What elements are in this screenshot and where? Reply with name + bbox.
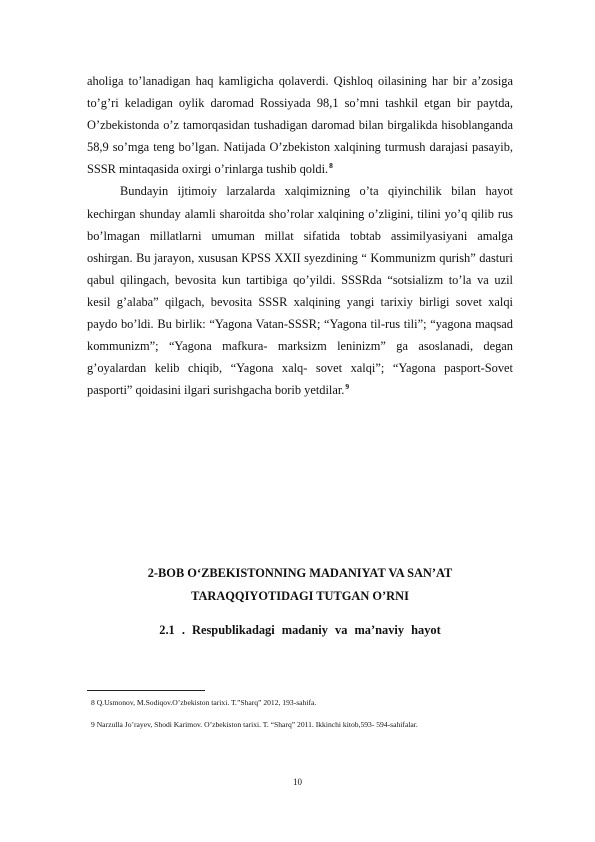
chapter-title-line-1: 2-BOB O‘ZBEKISTONNING MADANIYAT VA SAN’AT <box>147 566 453 580</box>
page-number: 10 <box>293 777 302 787</box>
paragraph-1-text: aholiga to’lanadigan haq kamligicha qolaverdi. Qishloq oilasining har bir a’zosiga to’g’ri keladigan oylik daromad Rossiyada 98,1 so’mni tashkil etgan bir paytda, O’zbekistonda o’z tamorqasidan tushadigan daromad bilan birgalikda hisoblanganda 58,9 so’mga teng bo’lgan. Natijada O’zbekiston xalqining turmush darajasi pasayib, SSSR mintaqasida oxirgi o’rinlarga tushib qoldi. <box>87 74 513 177</box>
paragraph-2 <box>87 180 513 401</box>
footnote-9: 9 Narzulla Jo’rayev, Shodi Karimov. O’zbekiston tarixi. T. “Sharq” 2011. Ikkinchi kitob,593- 594-sahifalar. <box>91 720 418 729</box>
footnote-8: 8 Q.Usmonov, M.Sodiqov.O’zbekiston tarixi. T.”Sharq” 2012, 193-sahifa. <box>91 698 317 707</box>
paragraph-2-text: Bundayin ijtimoiy larzalarda xalqimizning o’ta qiyinchilik bilan hayot kechirgan shunday alamli sharoitda sho’rolar xalqining o’zligini, tilini yo’q qilib rus bo’lmagan millatlarni umuman millat sifatida tobtab assimilyasiyani amalga oshirgan. Bu jarayon, xususan KPSS XXII syezdining “ Kommunizm qurish” dasturi qabul qilingach, bevosita kun tartibiga qo’yildi. SSSRda “sotsializm to’la va uzil kesil g’alaba” qilgach, bevosita SSSR xalqining yangi tarixiy birligi sovet xalqi paydo bo’ldi. Bu birlik: “Yagona Vatan-SSSR; “Yagona til-rus tili”; “yagona maqsad kommunizm”; “Yagona mafkura- marksizm leninizm” ga asoslanadi, degan g’oyalardan kelib chiqib, “Yagona xalq- sovet xalqi”; “Yagona pasport-Sovet pasporti” qoidasini ilgari surishgacha borib yetdilar. <box>87 184 513 398</box>
footnote-ref-8[interactable]: 8 <box>329 161 333 171</box>
footnote-divider <box>87 690 205 691</box>
chapter-title-line-2: TARAQQIYOTIDAGI TUTGAN O’RNI <box>191 589 409 603</box>
paragraph-1 <box>87 70 513 180</box>
section-title: 2.1 . Respublikadagi madaniy va ma’naviy hayot <box>159 623 441 637</box>
body-text <box>87 70 513 401</box>
footnote-ref-9[interactable]: 9 <box>345 382 350 392</box>
